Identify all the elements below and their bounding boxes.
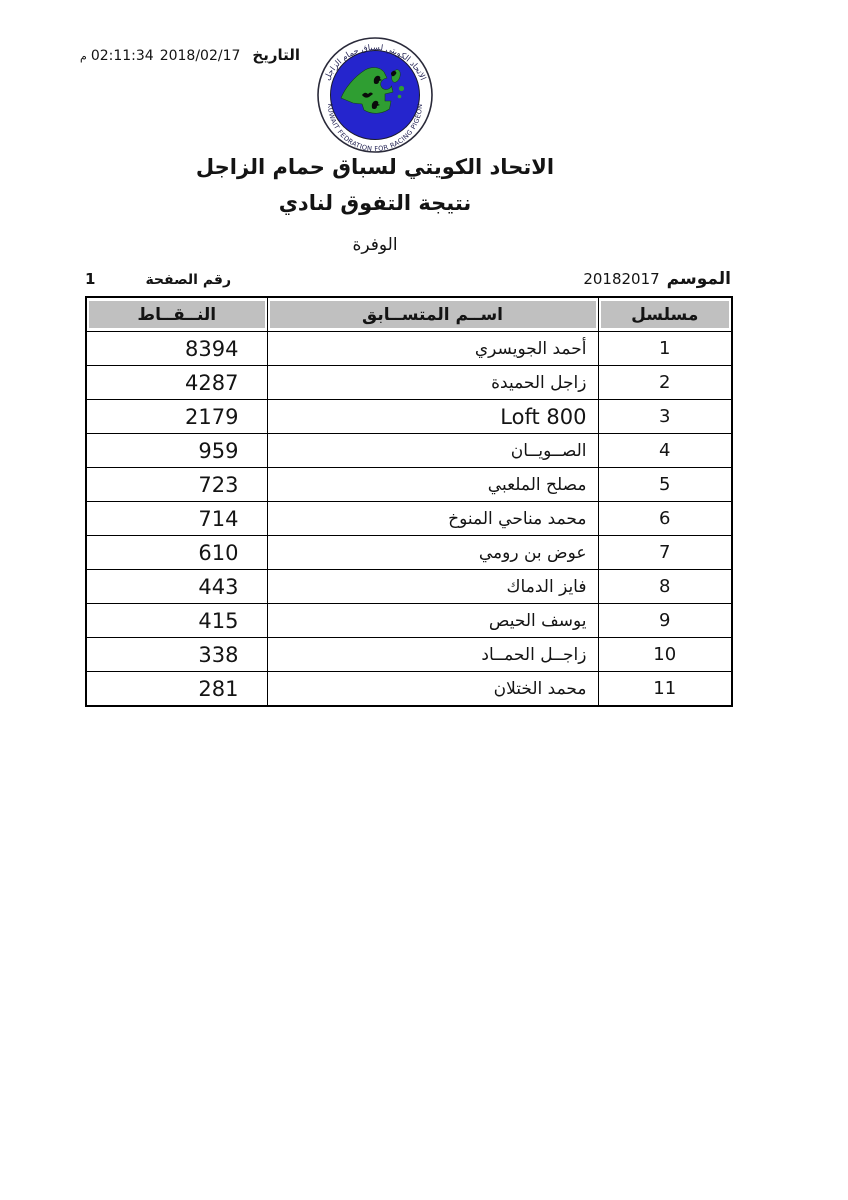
date-meridiem: م — [80, 50, 87, 63]
table-row — [86, 400, 732, 434]
cell-contestant-name: مصلح الملعبي — [267, 468, 598, 502]
cell-points: 8394 — [86, 332, 267, 366]
page-number-label: رقم الصفحة — [145, 272, 232, 288]
column-header-points: النــقــاط — [86, 297, 267, 332]
cell-contestant-name: يوسف الحيص — [267, 604, 598, 638]
season-line — [583, 269, 731, 289]
table-row — [86, 332, 732, 366]
cell-contestant-name: الصــويــان — [267, 434, 598, 468]
result-title: نتيجة التفوق لنادي — [278, 191, 472, 215]
cell-serial: 10 — [598, 638, 732, 672]
table-row — [86, 536, 732, 570]
page-number-line — [85, 270, 231, 288]
island-shape — [398, 95, 402, 99]
column-header-name: اســم المتســابق — [267, 297, 598, 332]
title-block — [48, 153, 702, 257]
cell-serial: 6 — [598, 502, 732, 536]
cell-points: 338 — [86, 638, 267, 672]
table-row — [86, 502, 732, 536]
cell-serial: 2 — [598, 366, 732, 400]
cell-points: 959 — [86, 434, 267, 468]
club-name: الوفرة — [352, 235, 398, 255]
cell-contestant-name: محمد مناحي المنوخ — [267, 502, 598, 536]
cell-contestant-name: Loft 800 — [267, 400, 598, 434]
cell-contestant-name: محمد الختلان — [267, 672, 598, 707]
cell-points: 723 — [86, 468, 267, 502]
cell-serial: 4 — [598, 434, 732, 468]
logo-arc-bottom-text: KUWAIT FEDRATION FOR RACING PIGEON — [325, 103, 425, 154]
cell-serial: 3 — [598, 400, 732, 434]
cell-contestant-name: زاجــل الحمــاد — [267, 638, 598, 672]
island-shape — [399, 86, 404, 91]
cell-points: 415 — [86, 604, 267, 638]
table-row — [86, 604, 732, 638]
table-row — [86, 434, 732, 468]
cell-points: 281 — [86, 672, 267, 707]
cell-points: 4287 — [86, 366, 267, 400]
season-value: 20182017 — [583, 270, 660, 288]
cell-points: 2179 — [86, 400, 267, 434]
page-number-value: 1 — [85, 270, 96, 288]
cell-points: 610 — [86, 536, 267, 570]
cell-contestant-name: أحمد الجويسري — [267, 332, 598, 366]
table-row — [86, 570, 732, 604]
cell-contestant-name: زاجل الحميدة — [267, 366, 598, 400]
column-header-serial: مسلسل — [598, 297, 732, 332]
cell-serial: 7 — [598, 536, 732, 570]
federation-title: الاتحاد الكويتي لسباق حمام الزاجل — [195, 155, 555, 179]
cell-serial: 11 — [598, 672, 732, 707]
cell-serial: 9 — [598, 604, 732, 638]
season-label: الموسم — [666, 269, 731, 289]
date-value: 2018/02/17 — [159, 48, 241, 64]
date-line — [80, 46, 300, 64]
table-row — [86, 468, 732, 502]
cell-serial: 1 — [598, 332, 732, 366]
table-row — [86, 672, 732, 707]
date-label: التاريخ — [252, 46, 301, 64]
table-header-row — [86, 297, 732, 332]
cell-contestant-name: عوض بن رومي — [267, 536, 598, 570]
cell-serial: 5 — [598, 468, 732, 502]
results-table — [85, 296, 733, 707]
cell-points: 714 — [86, 502, 267, 536]
cell-serial: 8 — [598, 570, 732, 604]
federation-logo-icon — [315, 35, 435, 155]
table-row — [86, 366, 732, 400]
cell-points: 443 — [86, 570, 267, 604]
cell-contestant-name: فايز الدماك — [267, 570, 598, 604]
logo-arc-top-text: الاتحاد الكويتي لسباق حمام الزاجل — [321, 41, 429, 82]
table-row — [86, 638, 732, 672]
date-time: 02:11:34 — [90, 48, 154, 64]
